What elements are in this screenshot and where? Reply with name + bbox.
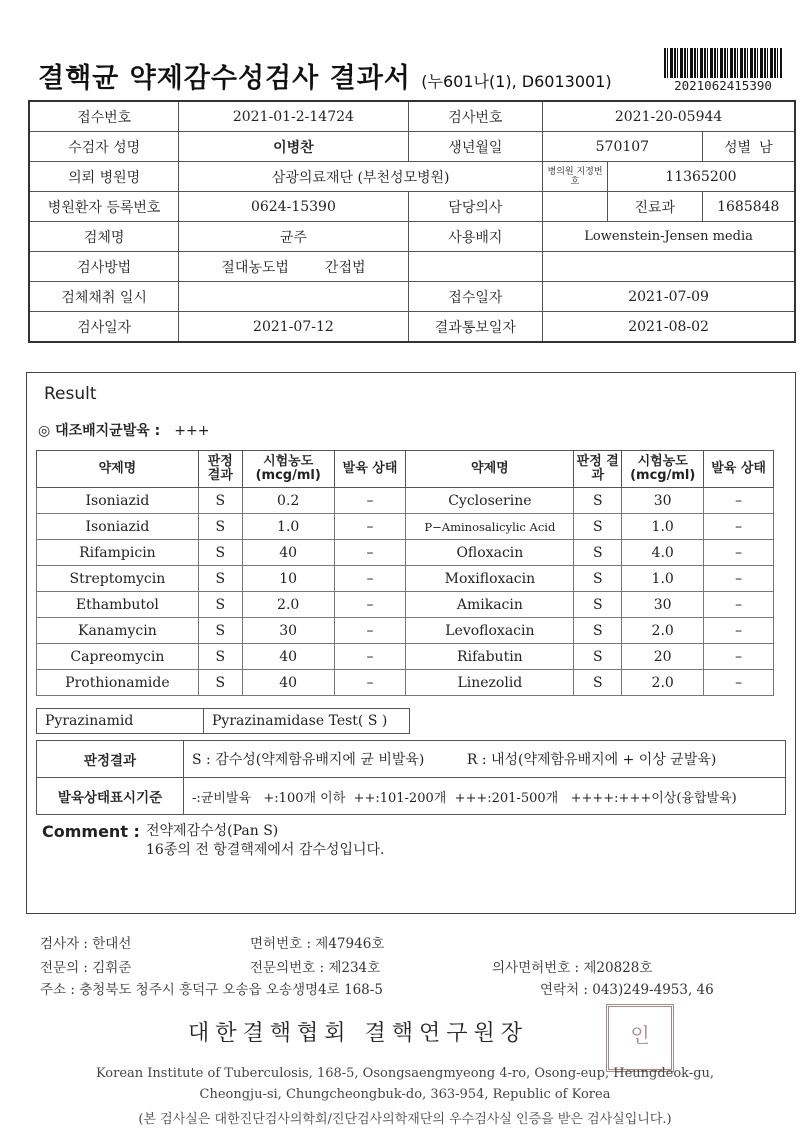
- birth-label: 생년월일: [408, 132, 543, 162]
- drug-name: Streptomycin: [37, 566, 199, 592]
- judge-label: 판정결과: [37, 741, 184, 778]
- sex-label: 성별: [724, 139, 752, 156]
- table-row: [37, 592, 774, 618]
- doctor: [543, 192, 608, 222]
- judge: S: [574, 644, 622, 670]
- judge: S: [574, 592, 622, 618]
- table-row: [37, 514, 774, 540]
- test-no: 2021-20-05944: [543, 101, 795, 132]
- comment-text: [146, 822, 384, 860]
- receipt-date: 2021-07-09: [543, 282, 795, 312]
- growth-label: 발육상태표시기준: [37, 778, 184, 815]
- growth: –: [334, 670, 406, 696]
- control-label: ◎ 대조배지균발육 :: [38, 423, 161, 439]
- test-date-label: 검사일자: [29, 312, 179, 343]
- control-growth: [38, 420, 209, 440]
- growth-legend: -:균비발육 +:100개 이하 ++:101-200개 +++:201-500개 ++++:+++이상(융합발육): [184, 778, 786, 815]
- growth: –: [704, 592, 774, 618]
- judge: S: [574, 514, 622, 540]
- dept: 1685848: [702, 192, 795, 222]
- growth: –: [704, 566, 774, 592]
- judge: S: [198, 488, 242, 514]
- growth: –: [334, 592, 406, 618]
- drug-name: Ethambutol: [37, 592, 199, 618]
- concentration: 40: [242, 670, 334, 696]
- concentration: 0.2: [242, 488, 334, 514]
- concentration: 2.0: [622, 670, 704, 696]
- test-no-label: 검사번호: [408, 101, 543, 132]
- judge: S: [198, 644, 242, 670]
- empty-cell: [408, 252, 543, 282]
- comment-label: Comment :: [42, 822, 140, 841]
- receipt-no: 2021-01-2-14724: [179, 101, 408, 132]
- certification-note: (본 검사실은 대한진단검사의학회/진단검사의학재단의 우수검사실 인증을 받은 검사실입니다.): [138, 1112, 672, 1127]
- address: 주소 : 충청북도 청주시 흥덕구 오송읍 오송생명4로 168-5: [40, 982, 383, 998]
- drug-name: Linezolid: [406, 670, 574, 696]
- title-text: 결핵균 약제감수성검사 결과서: [38, 63, 411, 94]
- hospital-label: 의뢰 병원명: [29, 162, 179, 192]
- tester: 검사자 : 한대선: [40, 936, 132, 952]
- table-row: [37, 618, 774, 644]
- judge: S: [198, 514, 242, 540]
- concentration: 20: [622, 644, 704, 670]
- control-value: +++: [174, 423, 210, 439]
- official-seal-icon: [606, 1004, 674, 1072]
- growth: –: [704, 618, 774, 644]
- comment-line: 전약제감수성(Pan S): [146, 823, 279, 839]
- license: 면허번호 : 제47946호: [250, 936, 385, 952]
- drug-name: Isoniazid: [37, 514, 199, 540]
- table-row: [37, 566, 774, 592]
- judge: S: [574, 540, 622, 566]
- english-address-line: Cheongju-si, Chungcheongbuk-do, 363-954, Republic of Korea: [199, 1087, 611, 1102]
- reg-no-label: 병원환자 등록번호: [29, 192, 179, 222]
- concentration: 30: [622, 592, 704, 618]
- header-conc: 시험농도 (mcg/ml): [622, 451, 704, 488]
- sex: 남: [759, 139, 773, 156]
- growth: –: [334, 540, 406, 566]
- header-judge: 판정 결과: [198, 451, 242, 488]
- specialist-no: 전문의번호 : 제234호: [250, 960, 381, 976]
- sex-cell: [702, 132, 795, 162]
- barcode-number: 2021062415390: [674, 78, 772, 93]
- table-row: [37, 540, 774, 566]
- header-drug: 약제명: [406, 451, 574, 488]
- specimen-label: 검체명: [29, 222, 179, 252]
- receipt-date-label: 접수일자: [408, 282, 543, 312]
- concentration: 2.0: [622, 618, 704, 644]
- patient-info-table: [28, 100, 796, 343]
- judge: S: [198, 618, 242, 644]
- pyrazinamid-label: Pyrazinamid: [37, 709, 204, 734]
- drug-name: Rifampicin: [37, 540, 199, 566]
- doctor-license: 의사면허번호 : 제20828호: [492, 960, 653, 976]
- test-date: 2021-07-12: [179, 312, 408, 343]
- concentration: 40: [242, 644, 334, 670]
- patient-name-label: 수검자 성명: [29, 132, 179, 162]
- table-row: [37, 670, 774, 696]
- comment-line: 16종의 전 항결핵제에서 감수성입니다.: [146, 842, 385, 858]
- judge-s: S : 감수성(약제함유배지에 균 비발육): [192, 752, 425, 768]
- concentration: 10: [242, 566, 334, 592]
- judge: S: [198, 592, 242, 618]
- growth: –: [334, 488, 406, 514]
- method-1: 절대농도법: [221, 259, 289, 276]
- collect: [179, 282, 408, 312]
- growth: –: [334, 644, 406, 670]
- judge: S: [574, 488, 622, 514]
- drug-name: Amikacin: [406, 592, 574, 618]
- growth: –: [704, 644, 774, 670]
- growth: –: [704, 488, 774, 514]
- header-drug: 약제명: [37, 451, 199, 488]
- judge: S: [574, 618, 622, 644]
- organization-name: 대한결핵협회 결핵연구원장: [188, 1021, 529, 1046]
- concentration: 1.0: [242, 514, 334, 540]
- concentration: 2.0: [242, 592, 334, 618]
- media-label: 사용배지: [408, 222, 543, 252]
- judge: S: [198, 540, 242, 566]
- concentration: 40: [242, 540, 334, 566]
- drug-name: Moxifloxacin: [406, 566, 574, 592]
- growth: –: [704, 540, 774, 566]
- concentration: 30: [622, 488, 704, 514]
- concentration: 1.0: [622, 514, 704, 540]
- dept-label: 진료과: [607, 192, 702, 222]
- method-label: 검사방법: [29, 252, 179, 282]
- judge: S: [198, 566, 242, 592]
- header-judge: 판정 결과: [574, 451, 622, 488]
- growth: –: [334, 618, 406, 644]
- drug-name: Prothionamide: [37, 670, 199, 696]
- drug-name: Levofloxacin: [406, 618, 574, 644]
- growth: –: [704, 514, 774, 540]
- table-row: [37, 488, 774, 514]
- header-conc: 시험농도 (mcg/ml): [242, 451, 334, 488]
- growth: –: [334, 566, 406, 592]
- doctor-label: 담당의사: [408, 192, 543, 222]
- header-growth: 발육 상태: [334, 451, 406, 488]
- drug-name: P−Aminosalicylic Acid: [406, 514, 574, 540]
- result-label: Result: [44, 384, 97, 404]
- legend-table: [36, 740, 786, 815]
- drug-name: Ofloxacin: [406, 540, 574, 566]
- hosp-code: 11365200: [607, 162, 795, 192]
- form-code: (누601나(1), D6013001): [421, 72, 612, 91]
- header-growth: 발육 상태: [704, 451, 774, 488]
- pyrazinamid-table: [36, 708, 410, 734]
- judge: S: [198, 670, 242, 696]
- seal-text: 인: [630, 1023, 650, 1047]
- drug-name: Cycloserine: [406, 488, 574, 514]
- reg-no: 0624-15390: [179, 192, 408, 222]
- contact: 연락처 : 043)249-4953, 46: [540, 982, 714, 998]
- english-address-line: Korean Institute of Tuberculosis, 168-5, Osongsaengmyeong 4-ro, Osong-eup, Heungdeok-gu,: [95, 1066, 715, 1081]
- collect-label: 검체채취 일시: [29, 282, 179, 312]
- hosp-code-label: 병의원 지정번호: [543, 162, 608, 192]
- specialist: 전문의 : 김휘준: [40, 960, 132, 976]
- judge-legend: [184, 741, 786, 778]
- birth: 570107: [543, 132, 702, 162]
- judge: S: [574, 670, 622, 696]
- report-date-label: 결과통보일자: [408, 312, 543, 343]
- hospital: 삼광의료재단 (부천성모병원): [179, 162, 543, 192]
- empty-cell: [543, 252, 795, 282]
- table-row: [37, 644, 774, 670]
- growth: –: [704, 670, 774, 696]
- method-2: 간접법: [324, 259, 366, 276]
- judge: S: [574, 566, 622, 592]
- patient-name: 이병찬: [179, 132, 408, 162]
- method-cell: [179, 252, 408, 282]
- drug-name: Kanamycin: [37, 618, 199, 644]
- growth: –: [334, 514, 406, 540]
- barcode-icon: [664, 48, 782, 78]
- concentration: 1.0: [622, 566, 704, 592]
- concentration: 4.0: [622, 540, 704, 566]
- document-title: [38, 56, 612, 95]
- drug-name: Capreomycin: [37, 644, 199, 670]
- susceptibility-table: [36, 450, 774, 696]
- drug-name: Rifabutin: [406, 644, 574, 670]
- media: Lowenstein-Jensen media: [543, 222, 795, 252]
- pyrazinamid-value: Pyrazinamidase Test( S ): [204, 709, 410, 734]
- drug-name: Isoniazid: [37, 488, 199, 514]
- report-date: 2021-08-02: [543, 312, 795, 343]
- concentration: 30: [242, 618, 334, 644]
- receipt-no-label: 접수번호: [29, 101, 179, 132]
- specimen: 균주: [179, 222, 408, 252]
- judge-r: R : 내성(약제함유배지에 + 이상 균발육): [466, 752, 717, 768]
